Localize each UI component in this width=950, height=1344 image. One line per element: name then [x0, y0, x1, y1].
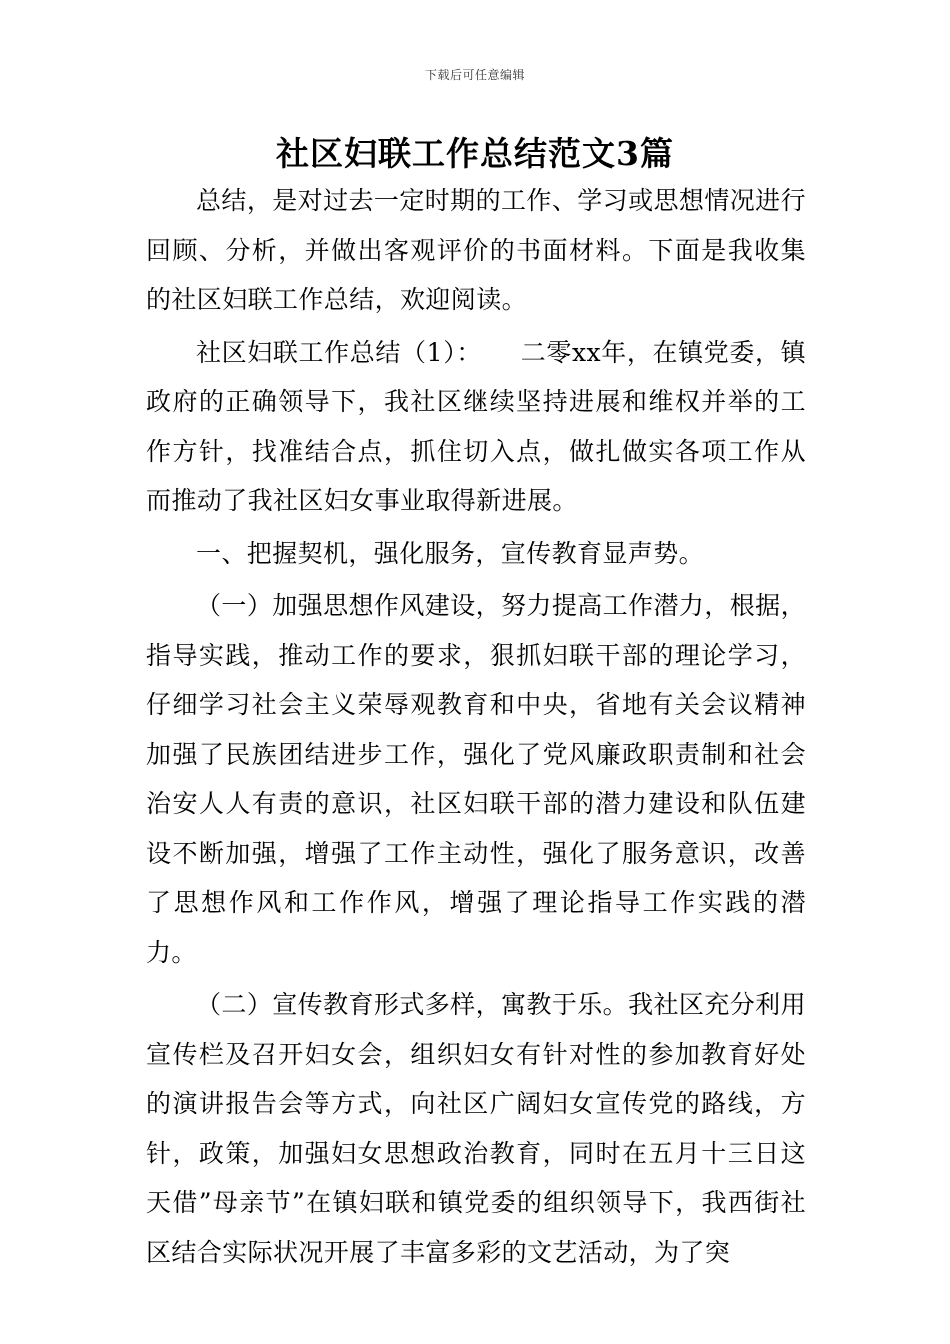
paragraph-summary-1: 社区妇联工作总结（1）： 二零xx年，在镇党委，镇政府的正确领导下，我社区继续坚持进展和维权并举的工作方针，找准结合点，抓住切入点，做扎做实各项工作从而推动了我社区妇女事业取得新进展。	[146, 337, 806, 515]
paragraph-section-heading: 一、把握契机，强化服务，宣传教育显声势。	[196, 538, 705, 568]
header-note: 下载后可任意编辑	[424, 68, 525, 82]
document-body	[146, 176, 806, 1280]
paragraph-item-2: （二）宣传教育形式多样，寓教于乐。我社区充分利用宣传栏及召开妇女会，组织妇女有针对性的参加教育好处的演讲报告会等方式，向社区广阔妇女宣传党的路线，方针，政策，加强妇女思想政治教育，同时在五月十三日这天借”母亲节”在镇妇联和镇党委的组织领导下，我西街社区结合实际状况开展了丰富多彩的文艺活动，为了突	[146, 990, 806, 1267]
paragraph-intro: 总结，是对过去一定时期的工作、学习或思想情况进行回顾、分析，并做出客观评价的书面材料。下面是我收集的社区妇联工作总结，欢迎阅读。	[146, 186, 806, 314]
document-title: 社区妇联工作总结范文3篇	[276, 134, 674, 173]
paragraph-item-1: （一）加强思想作风建设，努力提高工作潜力，根据，指导实践，推动工作的要求，狠抓妇联干部的理论学习，仔细学习社会主义荣辱观教育和中央，省地有关会议精神加强了民族团结进步工作，强化了党风廉政职责制和社会治安人人有责的意识，社区妇联干部的潜力建设和队伍建设不断加强，增强了工作主动性，强化了服务意识，改善了思想作风和工作作风，增强了理论指导工作实践的潜力。	[146, 591, 806, 967]
